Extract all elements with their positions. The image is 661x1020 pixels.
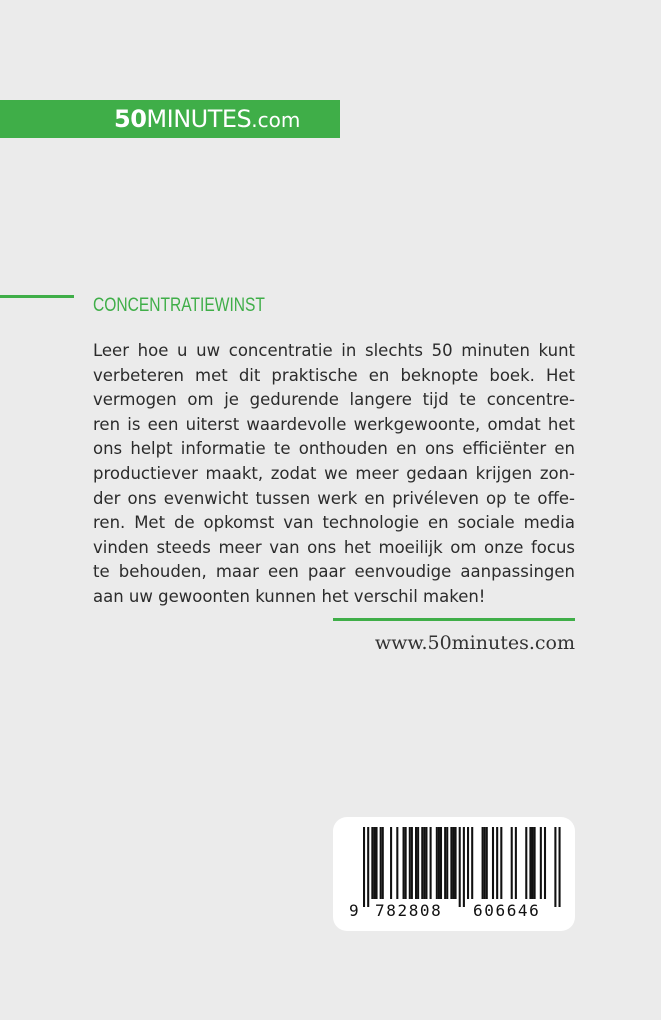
title-accent-rule — [0, 295, 74, 298]
description-line: aan uw gewoonten kunnen het verschil maken! — [93, 586, 486, 606]
book-description — [93, 339, 575, 610]
description-line: Leer hoe u uw concentratie in slechts 50 minuten kunt — [93, 341, 575, 360]
barcode-bar — [411, 827, 413, 899]
barcode-bar — [390, 827, 392, 899]
brand-logo — [114, 104, 300, 135]
barcode-bar — [396, 827, 398, 899]
barcode-bar — [367, 827, 369, 907]
barcode-bar — [438, 827, 440, 899]
barcode-bar — [417, 827, 419, 899]
barcode-bar — [529, 827, 531, 899]
barcode-bar — [446, 827, 448, 899]
barcode-bar — [496, 827, 498, 899]
barcode-bar — [373, 827, 375, 899]
book-title: CONCENTRATIEWINST — [93, 295, 265, 316]
isbn-lead-digit: 9 — [349, 901, 359, 920]
barcode-bar — [415, 827, 417, 899]
barcode-bar — [540, 827, 542, 899]
description-line: verbeteren met dit praktische en beknopte boek. Het — [93, 365, 575, 385]
barcode-bar — [444, 827, 446, 899]
barcode-bar — [375, 827, 377, 899]
barcode-bar — [531, 827, 533, 899]
barcode-bar — [382, 827, 384, 899]
barcode-bar — [515, 827, 517, 899]
isbn-barcode — [333, 817, 575, 931]
barcode-bar — [363, 827, 365, 907]
website-accent-rule — [333, 618, 575, 621]
barcode-bar — [423, 827, 425, 899]
barcode-bar — [511, 827, 513, 899]
barcode-bar — [534, 827, 536, 899]
description-line: vermogen om je gedurende langere tijd te concentre- — [93, 390, 575, 410]
description-line: ren. Met de opkomst van technologie en sociale media — [93, 513, 575, 533]
barcode-bar — [455, 827, 457, 899]
barcode-bar — [459, 827, 461, 907]
barcode-bar — [559, 827, 561, 907]
barcode-bar — [430, 827, 432, 899]
barcode-bar — [486, 827, 488, 899]
barcode-bar — [380, 827, 382, 899]
brand-logo-number: 50 — [114, 105, 147, 133]
isbn-digit-group-1: 782808 — [375, 901, 443, 920]
barcode-bar — [425, 827, 427, 899]
description-line: der ons evenwicht tussen werk en privéleven op te offe- — [93, 488, 575, 508]
barcode-bar — [484, 827, 486, 899]
barcode-bar — [554, 827, 556, 907]
brand-logo-word: MINUTES — [146, 105, 252, 133]
brand-banner — [0, 100, 340, 138]
barcode-bar — [409, 827, 411, 899]
barcode-bar — [421, 827, 423, 899]
website-url: www.50minutes.com — [374, 632, 575, 654]
description-line: productiever maakt, zodat we meer gedaan krijgen zon- — [93, 463, 575, 483]
description-line: te behouden, maar een paar eenvoudige aanpassingen — [93, 562, 575, 582]
barcode-bar — [467, 827, 469, 899]
description-line: ren is een uiterst waardevolle werkgewoonte, omdat het — [93, 414, 575, 434]
description-line: ons helpt informatie te onthouden en ons efficiënter en — [93, 439, 575, 459]
barcode-bar — [440, 827, 442, 899]
isbn-digit-group-2: 606646 — [473, 901, 541, 920]
barcode-bar — [463, 827, 465, 907]
barcode-bar — [492, 827, 494, 899]
barcode-bar — [544, 827, 546, 899]
barcode-bar — [452, 827, 454, 899]
description-line: vinden steeds meer van ons het moeilijk om onze focus — [93, 537, 575, 557]
barcode-bar — [500, 827, 502, 899]
barcode-bar — [482, 827, 484, 899]
barcode-bar — [371, 827, 373, 899]
brand-logo-suffix: .com — [251, 108, 301, 132]
barcode-bar — [525, 827, 527, 899]
barcode-bar — [436, 827, 438, 899]
barcode-bar — [450, 827, 452, 899]
barcode-bar — [471, 827, 473, 899]
barcode-bar — [405, 827, 407, 899]
barcode-bar — [403, 827, 405, 899]
